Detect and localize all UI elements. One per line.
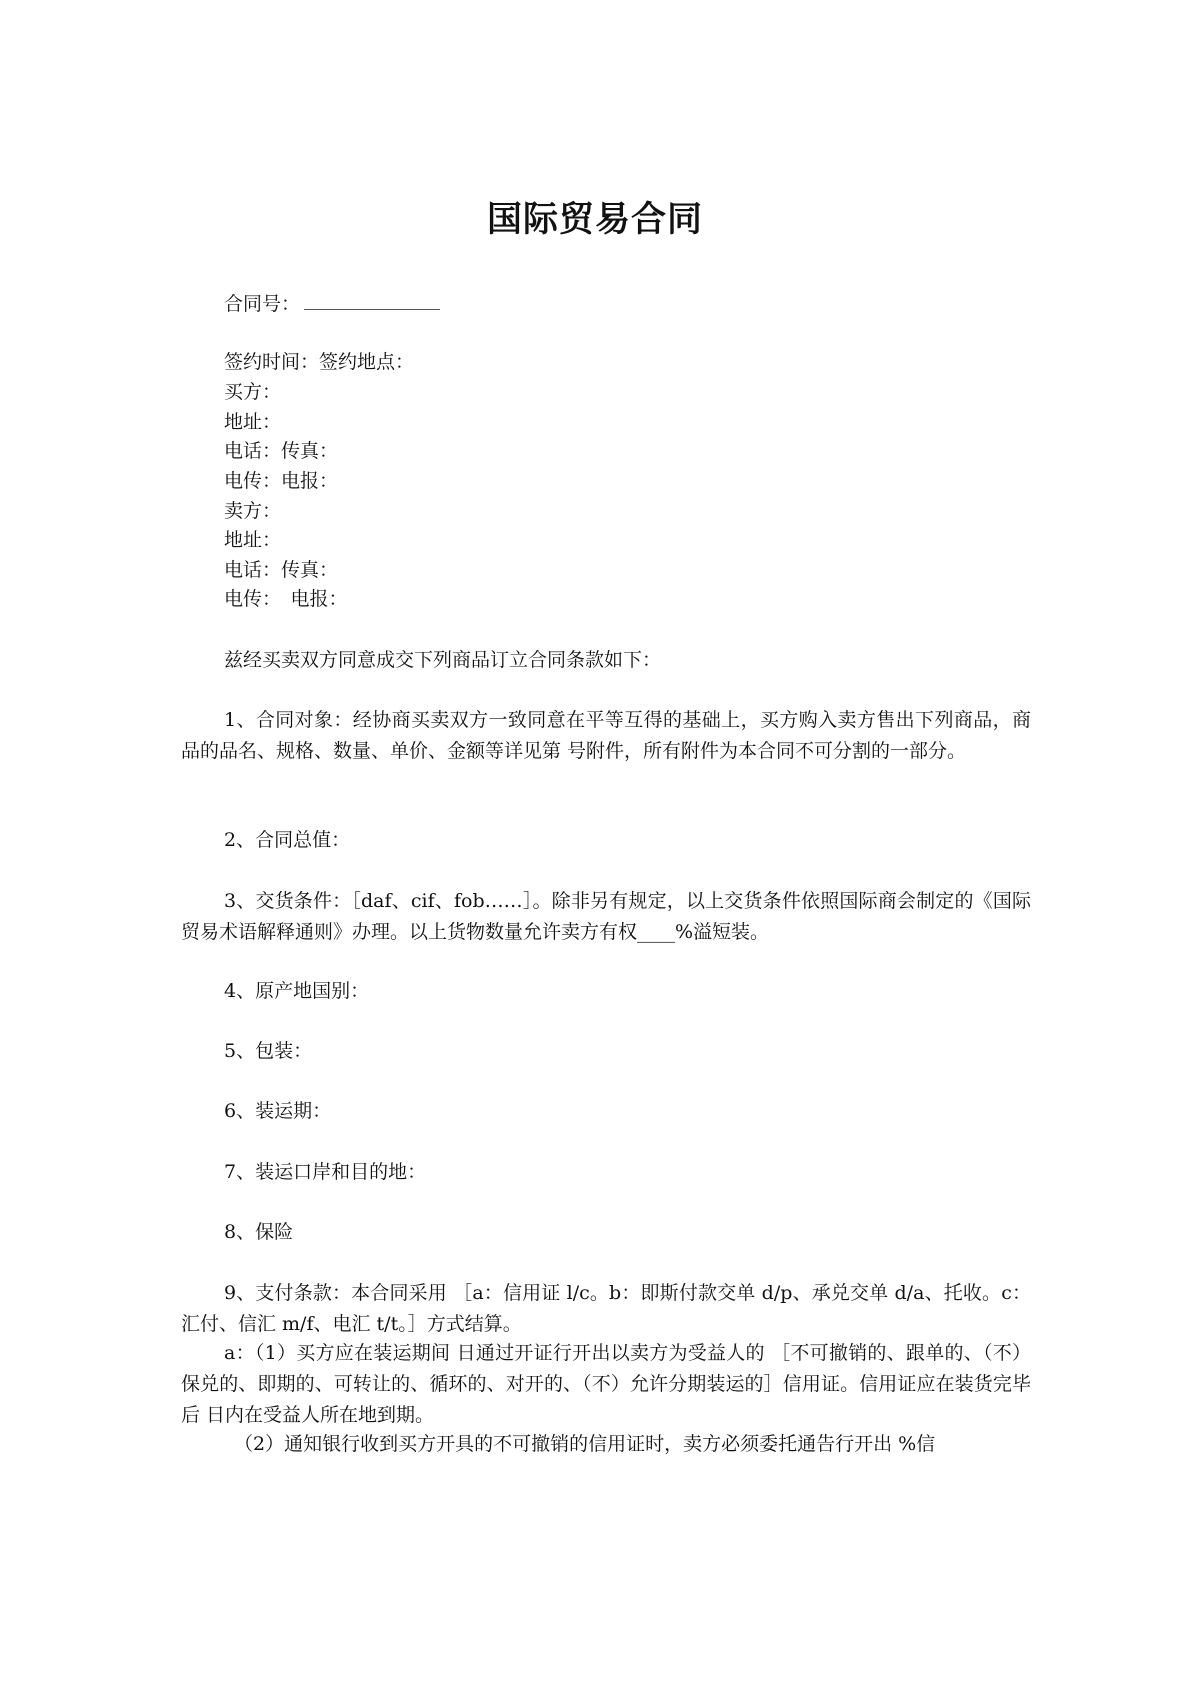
clause-9a-2: （2）通知银行收到买方开具的不可撤销的信用证时，卖方必须委托通告行开出 %信 [234,1433,936,1455]
contract-number-blank [304,291,440,310]
header-line-seller: 卖方： [224,500,282,522]
header-line-buyer: 买方： [224,381,282,403]
clause-5: 5、包装： [224,1040,313,1062]
intro-paragraph: 兹经买卖双方同意成交下列商品订立合同条款如下： [224,649,662,671]
clause-8: 8、保险 [224,1221,294,1243]
clause-2: 2、合同总值： [224,829,351,851]
clause-1: 1、合同对象：经协商买卖双方一致同意在平等互得的基础上，买方购入卖方售出下列商品，商品的品名、规格、数量、单价、金额等详见第 号附件，所有附件为本合同不可分割的一部分。 [181,709,1031,762]
clause-7: 7、装运口岸和目的地： [224,1161,427,1183]
clause-3: 3、交货条件：［daf、cif、fob……］。除非另有规定，以上交货条件依照国际商会制定的《国际贸易术语解释通则》办理。以上货物数量允许卖方有权____%溢短装。 [181,890,1031,943]
header-line-seller-address: 地址： [224,529,282,551]
header-line-seller-telex: 电传： 电报： [224,588,348,610]
header-line-signing: 签约时间：签约地点： [224,351,415,373]
header-line-buyer-telex: 电传：电报： [224,470,339,492]
clause-9: 9、支付条款：本合同采用 ［a：信用证 l/c。b：即斯付款交单 d/p、承兑交单 d/a、托收。c：汇付、信汇 m/f、电汇 t/t。］方式结算。 [181,1282,1031,1335]
clause-6: 6、装运期： [224,1100,332,1122]
contract-number-line [224,289,440,320]
header-line-buyer-phone: 电话：传真： [224,440,339,462]
document-title: 国际贸易合同 [486,200,703,240]
contract-number-label: 合同号： [224,293,301,315]
header-line-buyer-address: 地址： [224,411,282,433]
header-line-seller-phone: 电话：传真： [224,559,339,581]
clause-9a-1: a：（1）买方应在装运期间 日通过开证行开出以卖方为受益人的 ［不可撤销的、跟单的、（不）保兑的、即期的、可转让的、循环的、对开的、（不）允许分期装运的］信用证。信用证应在装货完毕后 日内在受益人所在地到期。 [181,1342,1031,1426]
clause-4: 4、原产地国别： [224,980,370,1002]
